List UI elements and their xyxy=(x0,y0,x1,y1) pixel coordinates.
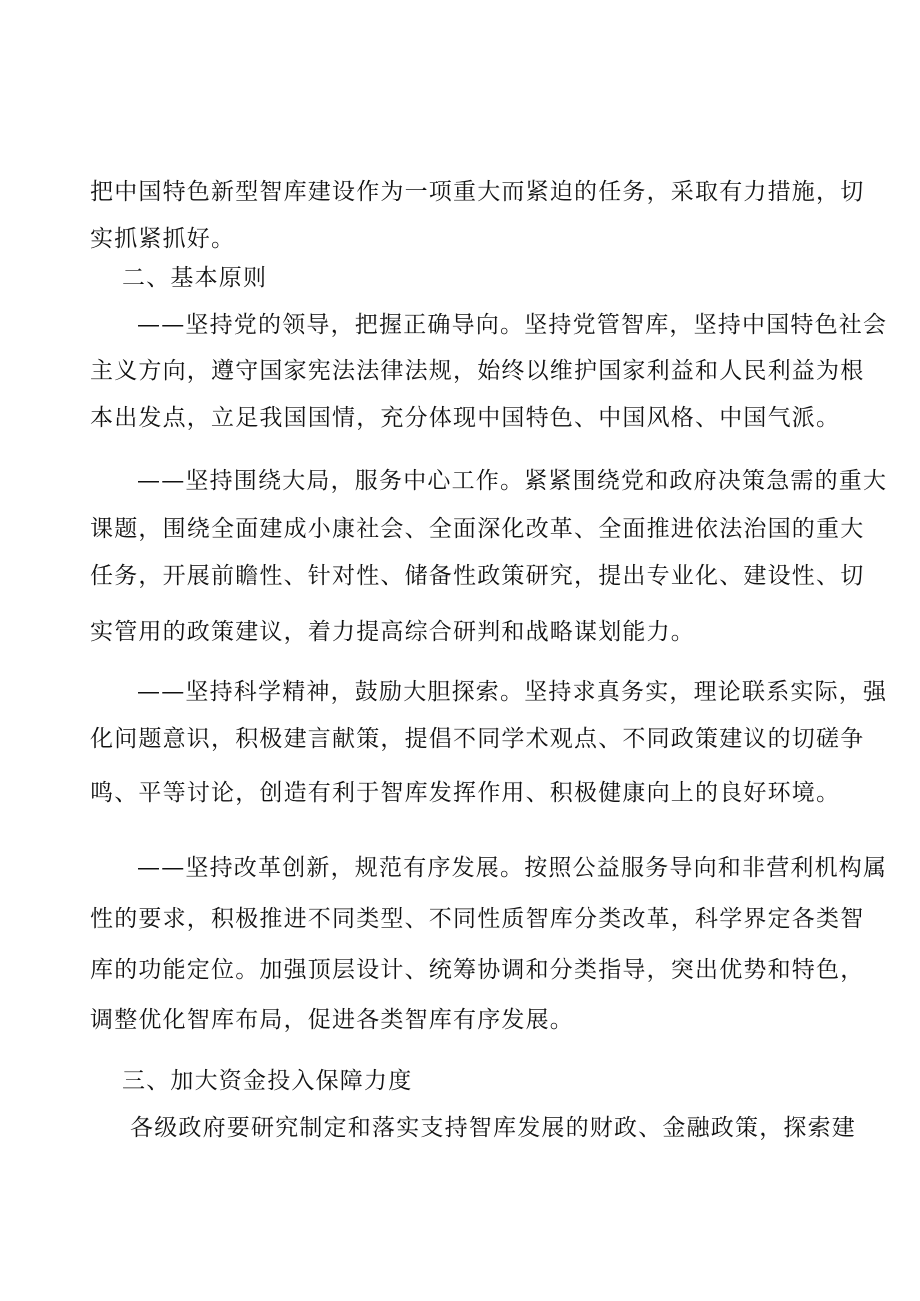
principle-2-line: 实管用的政策建议，着力提高综合研判和战略谋划能力。 xyxy=(90,619,695,645)
principle-1-line: 主义方向，遵守国家宪法法律法规，始终以维护国家利益和人民利益为根 xyxy=(90,358,865,384)
principle-4-line: 库的功能定位。加强顶层设计、统筹协调和分类指导，突出优势和特色， xyxy=(90,957,865,983)
principle-4-line: ——坚持改革创新，规范有序发展。按照公益服务导向和非营利机构属 xyxy=(137,855,888,881)
principle-1-line: ——坚持党的领导，把握正确导向。坚持党管智库，坚持中国特色社会 xyxy=(137,312,888,338)
paragraph-line: 各级政府要研究制定和落实支持智库发展的财政、金融政策，探索建 xyxy=(130,1115,856,1141)
principle-2-line: ——坚持围绕大局，服务中心工作。紧紧围绕党和政府决策急需的重大 xyxy=(137,468,888,494)
principle-2-line: 任务，开展前瞻性、针对性、储备性政策研究，提出专业化、建设性、切 xyxy=(90,563,865,589)
principle-2-line: 课题，围绕全面建成小康社会、全面深化改革、全面推进依法治国的重大 xyxy=(90,516,865,542)
principle-4-line: 性的要求，积极推进不同类型、不同性质智库分类改革，科学界定各类智 xyxy=(90,906,865,932)
principle-4-line: 调整优化智库布局，促进各类智库有序发展。 xyxy=(90,1007,574,1033)
principle-3-line: ——坚持科学精神，鼓励大胆探索。坚持求真务实，理论联系实际，强 xyxy=(137,679,888,705)
paragraph-line: 实抓紧抓好。 xyxy=(90,226,236,252)
section-heading-funding: 三、加大资金投入保障力度 xyxy=(122,1068,413,1094)
principle-3-line: 化问题意识，积极建言献策，提倡不同学术观点、不同政策建议的切磋争 xyxy=(90,726,865,752)
section-heading-basic-principles: 二、基本原则 xyxy=(122,265,268,291)
principle-1-line: 本出发点，立足我国国情，充分体现中国特色、中国风格、中国气派。 xyxy=(90,405,841,431)
paragraph-line: 把中国特色新型智库建设作为一项重大而紧迫的任务，采取有力措施，切 xyxy=(90,179,865,205)
principle-3-line: 鸣、平等讨论，创造有利于智库发挥作用、积极健康向上的良好环境。 xyxy=(90,780,841,806)
